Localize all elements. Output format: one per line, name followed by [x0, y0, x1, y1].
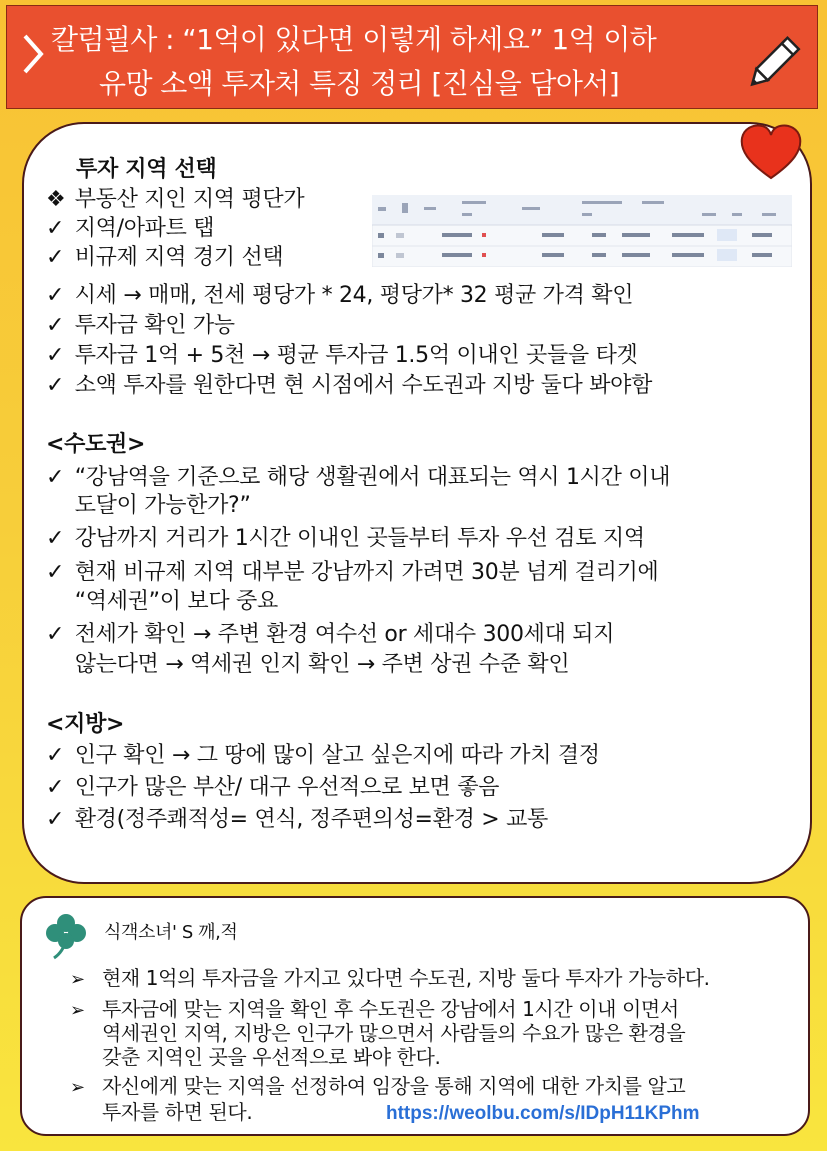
title-line-2: 유망 소액 투자처 특징 정리 [진심을 담아서] [99, 67, 620, 100]
price-table-thumbnail [372, 195, 792, 267]
arrow-bullet-icon: ➢ [70, 1077, 85, 1098]
list-item-text: 전세가 확인 → 주변 환경 여수선 or 세대수 300세대 되지 [74, 622, 615, 647]
summary-item-text: 투자금에 맞는 지역을 확인 후 수도권은 강남에서 1시간 이내 이면서 [101, 997, 679, 1021]
summary-item-text: 역세권인 지역, 지방은 인구가 많으면서 사람들의 수요가 많은 환경을 [101, 1021, 686, 1045]
chevron-right-icon [21, 32, 45, 76]
list-item-text: 지역/아파트 탭 [74, 216, 215, 241]
list-item [46, 775, 499, 801]
list-item [46, 313, 235, 339]
check-icon: ✓ [46, 283, 65, 308]
clover-icon [44, 912, 88, 960]
check-icon: ✓ [46, 313, 65, 338]
check-icon: ✓ [46, 743, 65, 768]
list-item-text: 투자금 확인 가능 [74, 313, 235, 338]
list-item-text: 비규제 지역 경기 선택 [74, 245, 284, 270]
list-item [46, 465, 670, 491]
list-item-text: 않는다면 → 역세권 인지 확인 → 주변 상권 수준 확인 [74, 652, 570, 677]
arrow-bullet-icon: ➢ [70, 1000, 85, 1021]
list-item-text: 부동산 지인 지역 평단가 [74, 187, 305, 212]
check-icon: ✓ [46, 465, 65, 490]
check-icon: ✓ [46, 807, 65, 832]
summary-item-text: 현재 1억의 투자금을 가지고 있다면 수도권, 지방 둘다 투자가 가능하다. [101, 966, 710, 990]
summary-item-text: 투자를 하면 된다. [101, 1100, 253, 1124]
list-item [46, 216, 214, 242]
list-item [46, 245, 283, 271]
list-item-text: 환경(정주쾌적성= 연식, 정주편의성=환경 > 교통 [74, 807, 548, 832]
source-link[interactable]: https://weolbu.com/s/IDpH11KPhm [386, 1103, 700, 1124]
check-icon: ✓ [46, 373, 65, 398]
list-item [46, 743, 600, 769]
list-item-text: 현재 비규제 지역 대부분 강남까지 가려면 30분 넘게 걸리기에 [74, 560, 659, 585]
list-item-text: 도달이 가능한가?” [74, 493, 251, 518]
list-item [46, 526, 645, 552]
list-item [46, 343, 637, 369]
check-icon: ✓ [46, 343, 65, 368]
summary-item-continued [70, 1100, 252, 1124]
summary-item-continued [70, 1045, 440, 1069]
check-icon: ✓ [46, 622, 65, 647]
heart-icon [738, 122, 804, 182]
list-item-text: 인구 확인 → 그 땅에 많이 살고 싶은지에 따라 가치 결정 [74, 743, 600, 768]
arrow-bullet-icon: ➢ [70, 969, 85, 990]
check-icon: ✓ [46, 775, 65, 800]
summary-item-continued [70, 1021, 685, 1045]
section-title-region-select: 투자 지역 선택 [76, 157, 217, 182]
list-item-text: 인구가 많은 부산/ 대구 우선적으로 보면 좋음 [74, 775, 500, 800]
list-item-continued [46, 652, 569, 678]
diamond-bullet-icon: ❖ [46, 187, 66, 212]
summary-item [70, 1074, 685, 1100]
list-item-text: 시세 → 매매, 전세 평당가 * 24, 평당가* 32 평균 가격 확인 [74, 283, 634, 308]
list-item-text: “역세권”이 보다 중요 [74, 589, 278, 614]
check-icon: ✓ [46, 245, 65, 270]
pencil-icon [748, 28, 810, 90]
check-icon: ✓ [46, 560, 65, 585]
list-item [46, 807, 548, 833]
list-item [46, 560, 659, 586]
section-title-provinces: <지방> [46, 712, 125, 737]
check-icon: ✓ [46, 216, 65, 241]
list-item-continued [46, 493, 251, 519]
summary-item-text: 갖춘 지역인 곳을 우선적으로 봐야 한다. [101, 1045, 441, 1069]
list-item [46, 622, 614, 648]
list-item [46, 283, 633, 309]
list-item-text: 소액 투자를 원한다면 현 시점에서 수도권과 지방 둘다 봐야함 [74, 373, 653, 398]
title-line-1: 칼럼필사 : “1억이 있다면 이렇게 하세요” 1억 이하 [51, 23, 657, 56]
list-item-text: “강남역을 기준으로 해당 생활권에서 대표되는 역시 1시간 이내 [74, 465, 671, 490]
list-item [46, 187, 304, 213]
section-title-capital-area: <수도권> [46, 432, 146, 457]
summary-item-text: 자신에게 맞는 지역을 선정하여 임장을 통해 지역에 대한 가치를 알고 [101, 1074, 686, 1098]
list-item-text: 강남까지 거리가 1시간 이내인 곳들부터 투자 우선 검토 지역 [74, 526, 645, 551]
summary-item [70, 966, 710, 992]
title-banner [6, 5, 818, 109]
check-icon: ✓ [46, 526, 65, 551]
list-item-text: 투자금 1억 + 5천 → 평균 투자금 1.5억 이내인 곳들을 타겟 [74, 343, 638, 368]
list-item [46, 373, 652, 399]
summary-title: 식객소녀' S 깨,적 [104, 922, 238, 943]
list-item-continued [46, 589, 278, 615]
summary-item [70, 997, 679, 1023]
